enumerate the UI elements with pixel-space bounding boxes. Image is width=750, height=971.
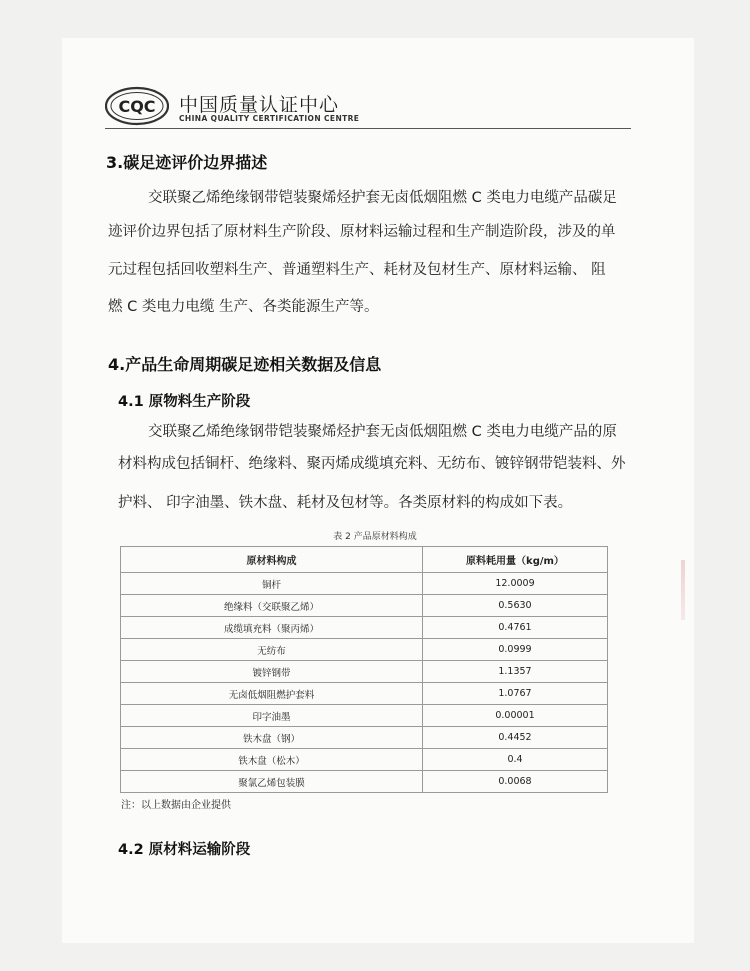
svg-text:CQC: CQC <box>118 97 156 116</box>
consumption-cell: 0.0999 <box>422 639 607 661</box>
consumption-cell: 0.00001 <box>422 705 607 727</box>
section4-1-line-1: 交联聚乙烯绝缘钢带铠装聚烯烃护套无卤低烟阻燃 C 类电力电缆产品的原 <box>148 424 617 440</box>
section3-heading: 3.碳足迹评价边界描述 <box>106 153 268 172</box>
material-cell: 绝缘料（交联聚乙烯） <box>121 595 423 617</box>
table-row <box>121 771 608 793</box>
material-cell: 无纺布 <box>121 639 423 661</box>
material-cell: 印字油墨 <box>121 705 423 727</box>
section4-heading: 4.产品生命周期碳足迹相关数据及信息 <box>108 355 382 374</box>
table-row <box>121 727 608 749</box>
column-header-consumption: 原料耗用量（kg/m） <box>422 547 607 573</box>
section4-2-heading: 4.2 原材料运输阶段 <box>118 842 251 858</box>
consumption-cell: 0.5630 <box>422 595 607 617</box>
header-rule <box>105 128 631 129</box>
cqc-logo <box>105 86 169 126</box>
org-name-cn: 中国质量认证中心 <box>179 94 340 116</box>
consumption-cell: 1.0767 <box>422 683 607 705</box>
consumption-cell: 0.4761 <box>422 617 607 639</box>
materials-table <box>120 546 608 793</box>
consumption-cell: 0.0068 <box>422 771 607 793</box>
material-cell: 镀锌钢带 <box>121 661 423 683</box>
section3-line-4: 燃 C 类电力电缆 生产、各类能源生产等。 <box>108 299 379 315</box>
material-cell: 无卤低烟阻燃护套料 <box>121 683 423 705</box>
section3-line-2: 迹评价边界包括了原材料生产阶段、原材料运输过程和生产制造阶段，涉及的单 <box>108 224 616 240</box>
table-note: 注：以上数据由企业提供 <box>121 800 231 811</box>
table-row <box>121 749 608 771</box>
material-cell: 铁木盘（钢） <box>121 727 423 749</box>
table-row <box>121 573 608 595</box>
page-header <box>105 86 635 126</box>
org-name-en: CHINA QUALITY CERTIFICATION CENTRE <box>179 114 360 123</box>
material-cell: 聚氯乙烯包装膜 <box>121 771 423 793</box>
column-header-material: 原材料构成 <box>121 547 423 573</box>
section3-line-3: 元过程包括回收塑料生产、普通塑料生产、耗材及包材生产、原材料运输、 阻 <box>108 262 606 278</box>
section4-1-line-2: 材料构成包括铜杆、绝缘料、聚丙烯成缆填充料、无纺布、镀锌钢带铠装料、外 <box>118 456 626 472</box>
table-row <box>121 683 608 705</box>
consumption-cell: 12.0009 <box>422 573 607 595</box>
section4-1-heading: 4.1 原物料生产阶段 <box>118 394 251 410</box>
material-cell: 成缆填充料（聚丙烯） <box>121 617 423 639</box>
material-cell: 铁木盘（松木） <box>121 749 423 771</box>
table-row <box>121 617 608 639</box>
section3-line-1: 交联聚乙烯绝缘钢带铠装聚烯烃护套无卤低烟阻燃 C 类电力电缆产品碳足 <box>148 190 617 206</box>
table-row <box>121 639 608 661</box>
consumption-cell: 0.4 <box>422 749 607 771</box>
consumption-cell: 1.1357 <box>422 661 607 683</box>
material-cell: 铜杆 <box>121 573 423 595</box>
table-header-row <box>121 547 608 573</box>
scan-edge-mark <box>681 560 685 620</box>
consumption-cell: 0.4452 <box>422 727 607 749</box>
table-caption: 表 2 产品原材料构成 <box>333 532 417 542</box>
table-row <box>121 661 608 683</box>
section4-1-line-3: 护料、 印字油墨、铁木盘、耗材及包材等。各类原材料的构成如下表。 <box>118 495 573 511</box>
table-row <box>121 705 608 727</box>
table-row <box>121 595 608 617</box>
